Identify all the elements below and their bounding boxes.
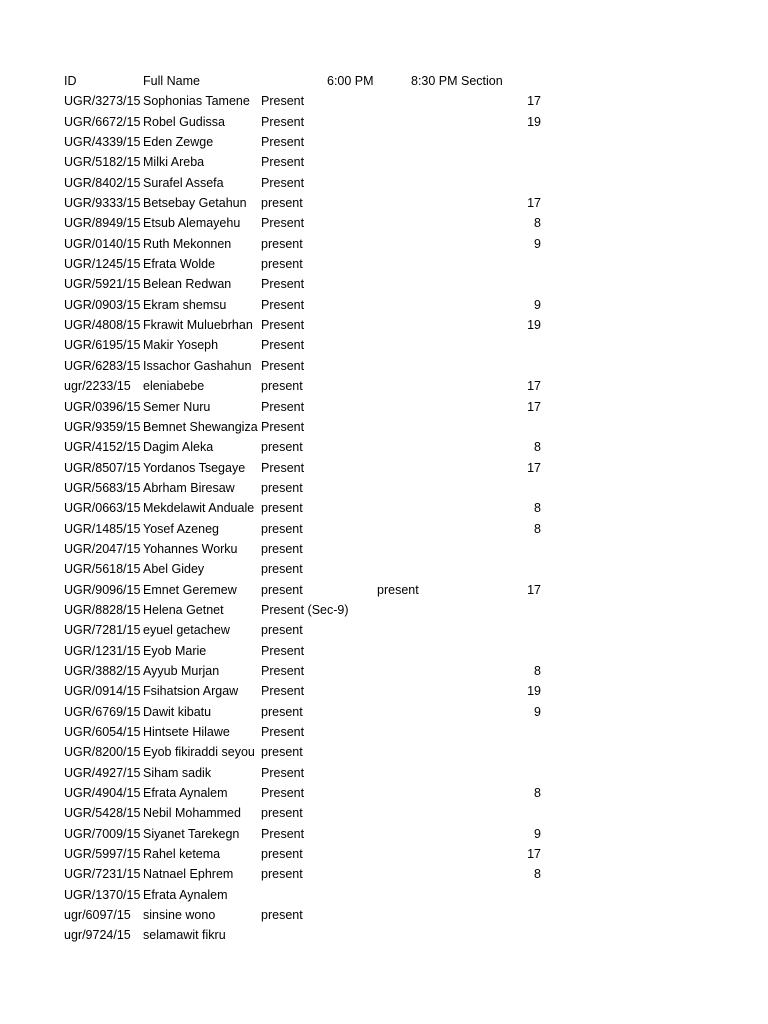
header-full-name: Full Name: [143, 74, 200, 88]
student-name-cell: Etsub Alemayehu: [143, 216, 241, 231]
six-pm-attendance-cell: Present: [261, 765, 305, 780]
student-name-cell: Ayyub Murjan: [143, 663, 220, 678]
six-pm-attendance-cell: Present: [261, 419, 305, 434]
table-row: [0, 417, 768, 437]
six-pm-attendance-cell: present: [261, 501, 303, 516]
six-pm-attendance-cell: present: [261, 847, 303, 862]
six-pm-attendance-cell: Present: [261, 318, 305, 333]
table-row: [0, 193, 768, 213]
student-id-cell: UGR/6283/15: [64, 358, 141, 373]
student-name-cell: Efrata Aynalem: [143, 786, 228, 801]
six-pm-attendance-cell: Present: [261, 399, 305, 414]
attendance-rows: [0, 91, 768, 945]
six-pm-attendance-cell: Present: [261, 338, 305, 353]
table-row: [0, 763, 768, 783]
student-name-cell: Nebil Mohammed: [143, 806, 241, 821]
six-pm-attendance-cell: present: [261, 806, 303, 821]
table-row: [0, 905, 768, 925]
attendance-sheet: [0, 71, 768, 946]
student-id-cell: UGR/2047/15: [64, 541, 141, 556]
six-pm-attendance-cell: Present: [261, 175, 305, 190]
eight-thirty-attendance-cell: present: [377, 582, 419, 597]
student-id-cell: UGR/0903/15: [64, 297, 141, 312]
student-id-cell: ugr/6097/15: [64, 908, 131, 923]
table-row: [0, 335, 768, 355]
student-name-cell: Natnael Ephrem: [143, 867, 234, 882]
header-row: [0, 71, 768, 91]
section-cell: 17: [527, 399, 541, 414]
section-cell: 9: [534, 826, 541, 841]
student-name-cell: Robel Gudissa: [143, 114, 225, 129]
student-name-cell: eyuel getachew: [143, 623, 230, 638]
six-pm-attendance-cell: present: [261, 196, 303, 211]
six-pm-attendance-cell: Present: [261, 725, 305, 739]
student-id-cell: UGR/4904/15: [64, 786, 141, 801]
student-name-cell: Eyob fikiraddi seyou: [143, 745, 255, 760]
six-pm-attendance-cell: present: [261, 257, 303, 272]
six-pm-attendance-cell: Present: [261, 786, 305, 801]
student-id-cell: UGR/4927/15: [64, 765, 141, 780]
six-pm-attendance-cell: present: [261, 236, 303, 251]
student-id-cell: UGR/8949/15: [64, 216, 141, 231]
table-row: [0, 437, 768, 457]
table-row: [0, 803, 768, 823]
six-pm-attendance-cell: Present: [261, 135, 305, 150]
student-name-cell: Efrata Wolde: [143, 257, 216, 272]
student-id-cell: UGR/8507/15: [64, 460, 141, 475]
student-id-cell: UGR/5683/15: [64, 480, 141, 495]
student-id-cell: UGR/6672/15: [64, 114, 141, 129]
student-id-cell: UGR/0396/15: [64, 399, 141, 414]
section-cell: 9: [534, 236, 541, 251]
table-row: [0, 641, 768, 661]
student-name-cell: Ruth Mekonnen: [143, 236, 232, 251]
section-cell: 19: [527, 318, 541, 333]
six-pm-attendance-cell: present: [261, 541, 303, 556]
student-name-cell: Eden Zewge: [143, 135, 214, 150]
student-name-cell: Fkrawit Muluebrhan: [143, 318, 253, 333]
six-pm-attendance-cell: Present: [261, 826, 305, 841]
six-pm-attendance-cell: present: [261, 521, 303, 536]
student-id-cell: UGR/1231/15: [64, 643, 141, 658]
student-name-cell: Semer Nuru: [143, 399, 211, 414]
table-row: [0, 295, 768, 315]
student-name-cell: Ekram shemsu: [143, 297, 227, 312]
student-id-cell: UGR/7009/15: [64, 826, 141, 841]
student-name-cell: Abel Gidey: [143, 562, 205, 577]
student-name-cell: Yosef Azeneg: [143, 521, 219, 536]
student-name-cell: Dawit kibatu: [143, 704, 212, 719]
six-pm-attendance-cell: Present: [261, 643, 305, 658]
table-row: [0, 661, 768, 681]
six-pm-attendance-cell: present: [261, 582, 303, 597]
student-name-cell: Fsihatsion Argaw: [143, 684, 239, 699]
six-pm-attendance-cell: present: [261, 562, 303, 577]
student-id-cell: UGR/4808/15: [64, 318, 141, 333]
table-row: [0, 742, 768, 762]
table-row: [0, 173, 768, 193]
section-cell: 8: [534, 501, 541, 516]
section-cell: 8: [534, 867, 541, 882]
table-row: [0, 681, 768, 701]
student-id-cell: UGR/6195/15: [64, 338, 141, 353]
table-row: [0, 458, 768, 478]
table-row: [0, 925, 768, 945]
section-cell: 8: [534, 521, 541, 536]
header-section: Section: [461, 74, 503, 88]
student-id-cell: UGR/3882/15: [64, 663, 141, 678]
student-id-cell: UGR/6054/15: [64, 725, 141, 739]
table-row: [0, 722, 768, 742]
student-name-cell: Siham sadik: [143, 765, 212, 780]
student-id-cell: UGR/4339/15: [64, 135, 141, 150]
table-row: [0, 234, 768, 254]
section-cell: 8: [534, 663, 541, 678]
six-pm-attendance-cell: Present: [261, 114, 305, 129]
student-name-cell: Surafel Assefa: [143, 175, 224, 190]
student-name-cell: Sophonias Tamene: [143, 94, 250, 109]
table-row: [0, 91, 768, 111]
table-row: [0, 152, 768, 172]
section-cell: 17: [527, 196, 541, 211]
table-row: [0, 519, 768, 539]
student-name-cell: Issachor Gashahun: [143, 358, 252, 373]
student-name-cell: Hintsete Hilawe: [143, 725, 230, 739]
table-row: [0, 620, 768, 640]
table-row: [0, 600, 768, 620]
section-cell: 17: [527, 582, 541, 597]
header-id: ID: [64, 74, 77, 88]
student-id-cell: UGR/5182/15: [64, 155, 141, 170]
six-pm-attendance-cell: present: [261, 623, 303, 638]
student-id-cell: UGR/1370/15: [64, 887, 141, 902]
student-name-cell: eleniabebe: [143, 379, 205, 394]
student-id-cell: UGR/1485/15: [64, 521, 141, 536]
student-name-cell: Dagim Aleka: [143, 440, 214, 455]
table-row: [0, 702, 768, 722]
student-id-cell: UGR/5618/15: [64, 562, 141, 577]
student-name-cell: Belean Redwan: [143, 277, 232, 292]
table-row: [0, 315, 768, 335]
student-name-cell: Helena Getnet: [143, 602, 224, 617]
table-row: [0, 559, 768, 579]
table-row: [0, 824, 768, 844]
six-pm-attendance-cell: Present (Sec-9): [261, 602, 349, 617]
student-name-cell: Bemnet Shewangiza: [143, 419, 258, 434]
student-name-cell: Eyob Marie: [143, 643, 207, 658]
six-pm-attendance-cell: Present: [261, 277, 305, 292]
student-id-cell: ugr/2233/15: [64, 379, 131, 394]
student-name-cell: Mekdelawit Anduale: [143, 501, 255, 516]
student-id-cell: UGR/1245/15: [64, 257, 141, 272]
student-id-cell: UGR/4152/15: [64, 440, 141, 455]
section-cell: 9: [534, 704, 541, 719]
table-row: [0, 376, 768, 396]
student-id-cell: UGR/0663/15: [64, 501, 141, 516]
six-pm-attendance-cell: Present: [261, 216, 305, 231]
table-row: [0, 885, 768, 905]
section-cell: 17: [527, 379, 541, 394]
table-row: [0, 397, 768, 417]
table-row: [0, 112, 768, 132]
student-name-cell: Yordanos Tsegaye: [143, 460, 246, 475]
student-id-cell: UGR/0140/15: [64, 236, 141, 251]
header-six-pm: 6:00 PM: [327, 74, 374, 88]
section-cell: 8: [534, 786, 541, 801]
student-name-cell: Efrata Aynalem: [143, 887, 228, 902]
student-name-cell: Yohannes Worku: [143, 541, 238, 556]
six-pm-attendance-cell: present: [261, 379, 303, 394]
student-name-cell: Siyanet Tarekegn: [143, 826, 240, 841]
student-id-cell: UGR/9096/15: [64, 582, 141, 597]
student-name-cell: Betsebay Getahun: [143, 196, 247, 211]
student-id-cell: UGR/5921/15: [64, 277, 141, 292]
six-pm-attendance-cell: Present: [261, 460, 305, 475]
six-pm-attendance-cell: present: [261, 704, 303, 719]
table-row: [0, 539, 768, 559]
student-id-cell: UGR/9333/15: [64, 196, 141, 211]
six-pm-attendance-cell: present: [261, 745, 303, 760]
student-name-cell: selamawit fikru: [143, 928, 226, 943]
table-row: [0, 580, 768, 600]
student-id-cell: UGR/3273/15: [64, 94, 141, 109]
six-pm-attendance-cell: Present: [261, 155, 305, 170]
student-id-cell: ugr/9724/15: [64, 928, 131, 943]
student-name-cell: sinsine wono: [143, 908, 216, 923]
header-eight-thirty-pm: 8:30 PM: [411, 74, 458, 88]
student-name-cell: Makir Yoseph: [143, 338, 219, 353]
table-row: [0, 356, 768, 376]
section-cell: 19: [527, 684, 541, 699]
table-row: [0, 132, 768, 152]
student-id-cell: UGR/5428/15: [64, 806, 141, 821]
student-id-cell: UGR/8828/15: [64, 602, 141, 617]
table-row: [0, 844, 768, 864]
six-pm-attendance-cell: Present: [261, 684, 305, 699]
section-cell: 9: [534, 297, 541, 312]
student-name-cell: Milki Areba: [143, 155, 205, 170]
six-pm-attendance-cell: present: [261, 867, 303, 882]
section-cell: 17: [527, 460, 541, 475]
table-row: [0, 274, 768, 294]
student-id-cell: UGR/8402/15: [64, 175, 141, 190]
six-pm-attendance-cell: present: [261, 440, 303, 455]
student-id-cell: UGR/0914/15: [64, 684, 141, 699]
six-pm-attendance-cell: Present: [261, 358, 305, 373]
section-cell: 8: [534, 440, 541, 455]
table-row: [0, 254, 768, 274]
student-id-cell: UGR/8200/15: [64, 745, 141, 760]
table-row: [0, 864, 768, 884]
student-name-cell: Emnet Geremew: [143, 582, 237, 597]
six-pm-attendance-cell: Present: [261, 663, 305, 678]
section-cell: 8: [534, 216, 541, 231]
six-pm-attendance-cell: present: [261, 480, 303, 495]
student-id-cell: UGR/7231/15: [64, 867, 141, 882]
table-row: [0, 213, 768, 233]
section-cell: 17: [527, 94, 541, 109]
six-pm-attendance-cell: Present: [261, 297, 305, 312]
six-pm-attendance-cell: Present: [261, 94, 305, 109]
table-row: [0, 498, 768, 518]
student-name-cell: Rahel ketema: [143, 847, 221, 862]
six-pm-attendance-cell: present: [261, 908, 303, 923]
student-id-cell: UGR/7281/15: [64, 623, 141, 638]
student-name-cell: Abrham Biresaw: [143, 480, 235, 495]
section-cell: 19: [527, 114, 541, 129]
student-id-cell: UGR/9359/15: [64, 419, 141, 434]
section-cell: 17: [527, 847, 541, 862]
table-row: [0, 783, 768, 803]
table-row: [0, 478, 768, 498]
student-id-cell: UGR/6769/15: [64, 704, 141, 719]
student-id-cell: UGR/5997/15: [64, 847, 141, 862]
